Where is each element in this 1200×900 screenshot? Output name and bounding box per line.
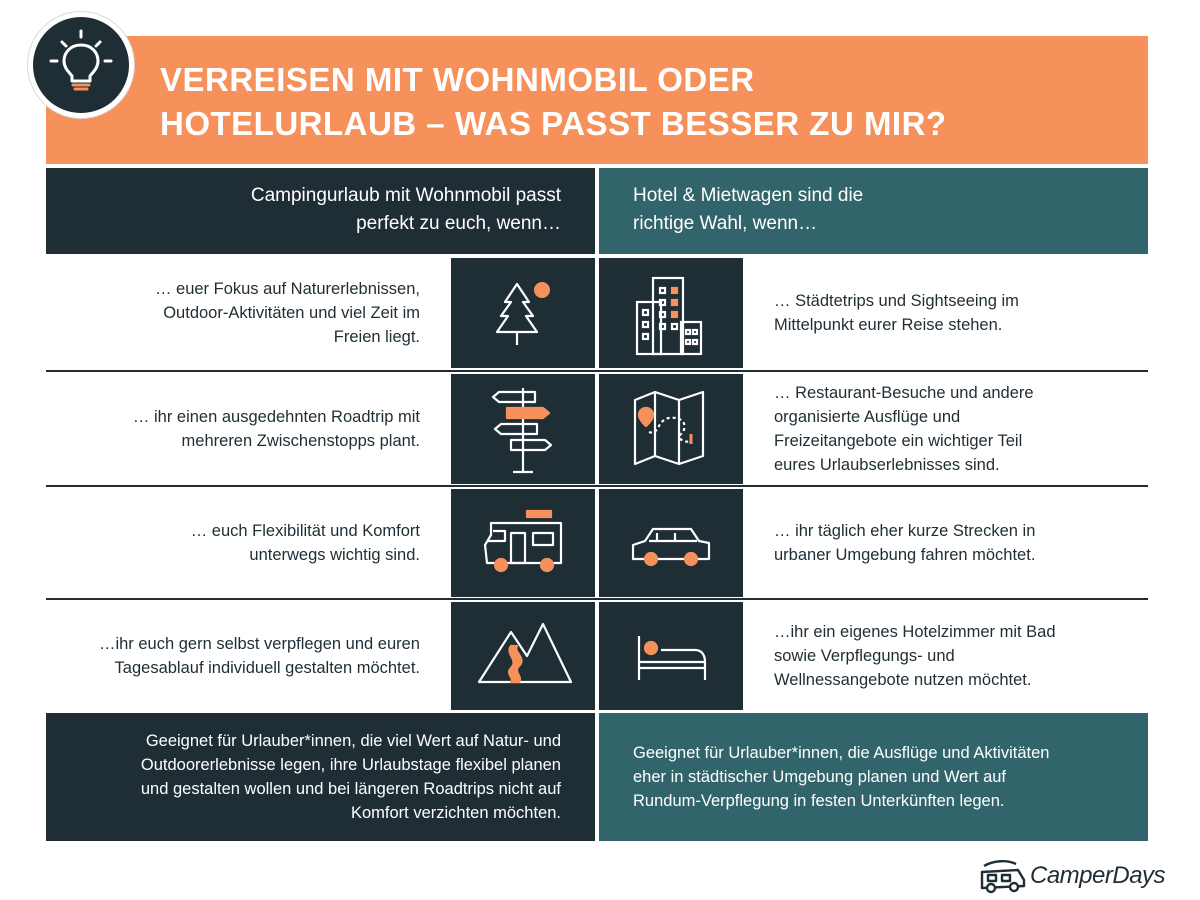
hotel-header-line-1: Hotel & Mietwagen sind die xyxy=(633,185,864,206)
lightbulb-icon xyxy=(28,12,134,118)
folded-map-icon xyxy=(599,374,743,484)
camper-reason-self-catering: …ihr euch gern selbst verpflegen und euren Tagesablauf individuell gestalten möchtet. xyxy=(98,635,420,677)
hotel-reason-restaurants: … Restaurant-Besuche und andere organisierte Ausflüge und Freizeitangebote ein wichtiger Teil eures Urlaubserlebnisses sind. xyxy=(774,384,1034,474)
hotel-summary: Geeignet für Urlauber*innen, die Ausflüge und Aktivitäten eher in städtischer Umgebung planen und Wert auf Rundum-Verpflegung in festen Unterkünften legen. xyxy=(599,713,1148,841)
mountain-road-icon xyxy=(451,602,595,710)
camper-reason-roadtrip: … ihr einen ausgedehnten Roadtrip mit mehreren Zwischenstopps plant. xyxy=(132,408,420,450)
hotel-bed-icon xyxy=(599,602,743,710)
camper-logo-icon xyxy=(978,858,1028,894)
city-buildings-icon xyxy=(599,258,743,368)
car-icon xyxy=(599,489,743,597)
title-line-2: HOTELURLAUB – WAS PASST BESSER ZU MIR? xyxy=(160,105,947,142)
hotel-header-line-2: richtige Wahl, wenn… xyxy=(633,213,818,234)
signpost-icon xyxy=(451,374,595,484)
camper-header-line-2: perfekt zu euch, wenn… xyxy=(356,213,561,234)
camper-column-header xyxy=(46,168,595,254)
hotel-reason-short-distances: … ihr täglich eher kurze Strecken in urbaner Umgebung fahren möchtet. xyxy=(774,522,1036,564)
camper-summary: Geeignet für Urlauber*innen, die viel Wert auf Natur- und Outdoorerlebnisse legen, ihre Urlaubstage flexibel planen und gestalten wollen und bei längeren Roadtrips nicht auf Komfort verzichten möchten. xyxy=(46,713,595,841)
page-title xyxy=(160,58,1100,146)
camper-van-icon xyxy=(451,489,595,597)
row-divider xyxy=(46,370,1148,372)
row-divider xyxy=(46,485,1148,487)
camper-reason-nature: … euer Fokus auf Naturerlebnissen, Outdoor-Aktivitäten und viel Zeit im Freien liegt. xyxy=(154,280,420,346)
hotel-column-header xyxy=(599,168,1148,254)
row-divider xyxy=(46,598,1148,600)
tree-sun-icon xyxy=(451,258,595,368)
title-line-1: VERREISEN MIT WOHNMOBIL ODER xyxy=(160,61,755,98)
brand-logo-text[interactable]: CamperDays xyxy=(1030,862,1166,889)
camper-reason-flexibility: … euch Flexibilität und Komfort unterwegs wichtig sind. xyxy=(190,522,420,564)
hotel-reason-wellness: …ihr ein eigenes Hotelzimmer mit Bad sowie Verpflegungs- und Wellnessangebote nutzen möchtet. xyxy=(774,623,1056,689)
hotel-reason-city: … Städtetrips und Sightseeing im Mittelpunkt eurer Reise stehen. xyxy=(774,292,1019,334)
camper-header-line-1: Campingurlaub mit Wohnmobil passt xyxy=(250,185,561,206)
